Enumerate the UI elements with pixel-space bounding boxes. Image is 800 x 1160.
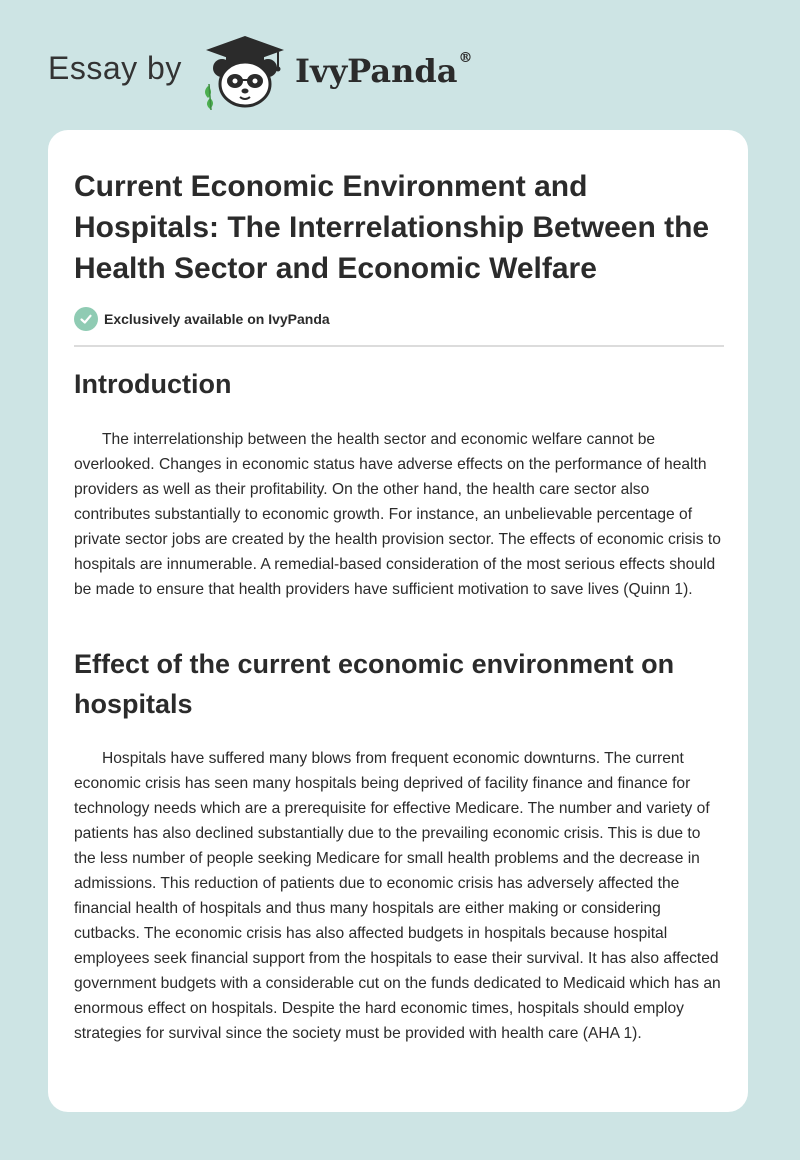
- section-heading-introduction: Introduction: [74, 369, 232, 399]
- page-title: Current Economic Environment and Hospitals: The Interrelationship Between the Health Sector and Economic Welfare: [74, 170, 710, 285]
- registered-mark: ®: [458, 50, 473, 66]
- brand-text: IvyPanda: [295, 52, 458, 90]
- divider: [74, 345, 724, 347]
- exclusive-badge: [74, 306, 330, 332]
- essay-by-label: Essay by: [48, 50, 182, 86]
- exclusive-badge-text: Exclusively available on IvyPanda: [104, 311, 330, 327]
- article-card: [48, 130, 748, 1112]
- section-paragraph-effect: Hospitals have suffered many blows from frequent economic downturns. The current economic crisis has seen many hospitals being deprived of facility finance and finance for technology needs which are a prerequisite for effective Medicare. The number and variety of patients has also declined substantially due to the prevailing economic crisis. This is due to the less number of people seeking Medicare for small health problems and the decrease in admissions. This reduction of patients due to economic crisis has adversely affected the financial health of hospitals and thus many hospitals are either making or considering cutbacks. The economic crisis has also affected budgets in hospitals because hospital employees seek financial support from the hospitals to ease their survival. It has also affected government budgets with a considerable cut on the funds dedicated to Medicaid which has an enormous effect on hospitals. Despite the hard economic times, hospitals should employ strategies for survival since the society must be provided with health care (AHA 1).: [74, 750, 721, 1042]
- ivypanda-logo-icon[interactable]: [200, 34, 290, 110]
- section-paragraph-introduction: The interrelationship between the health sector and economic welfare cannot be overlooked. Changes in economic status have adverse effects on the performance of health providers as well as their profitability. On the other hand, the health care sector also contributes substantially to economic growth. For instance, an unbelievable percentage of private sector jobs are created by the health provision sector. The effects of economic crisis to hospitals are innumerable. A remedial-based consideration of the most serious effects should be made to ensure that health providers have sufficient motivation to save lives (Quinn 1).: [74, 431, 721, 598]
- section-heading-effect: Effect of the current economic environment on hospitals: [74, 649, 675, 719]
- brand-name[interactable]: [295, 52, 472, 90]
- check-icon: [74, 307, 98, 331]
- site-header: [0, 0, 800, 130]
